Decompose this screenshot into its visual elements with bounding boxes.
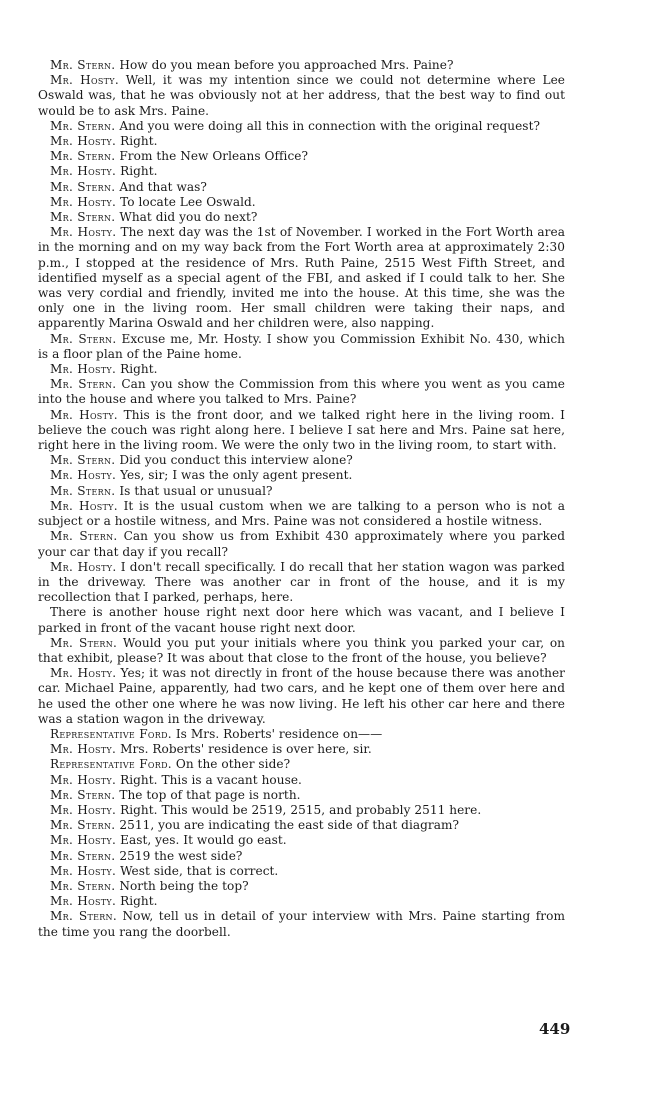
- transcript-paragraph: [38, 864, 565, 879]
- paragraph-text: East, yes. It would go east.: [120, 833, 287, 848]
- transcript-paragraph: [38, 879, 565, 894]
- speaker-name: Mr. Stern.: [50, 529, 118, 544]
- paragraph-text: Can you show the Commission from this where you went as you came into the house and where you talked to Mrs. Paine?: [38, 377, 565, 407]
- transcript-paragraph: [38, 180, 565, 195]
- speaker-name: Mr. Hosty.: [50, 666, 117, 681]
- speaker-name: Mr. Stern.: [50, 635, 118, 650]
- speaker-name: Mr. Hosty.: [50, 772, 117, 787]
- paragraph-text: Right.: [120, 164, 158, 179]
- transcript-paragraph: [38, 58, 565, 73]
- paragraph-text: The next day was the 1st of November. I worked in the Fort Worth area in the morning and on my way back from the Fort Worth area at approximately 2:30 p.m., I stopped at the residence of Mrs. Ruth Paine, 2515 West Fifth Street, and identified myself as a special agent of the FBI, and asked if I could talk to her. She was very cordial and friendly, invited me into the house. At this time, she was the only one in the living room. Her small children were taking their naps, and apparently Marina Oswald and her children were, also napping.: [38, 225, 565, 331]
- transcript-paragraph: [38, 849, 565, 864]
- speaker-name: Mr. Hosty.: [50, 802, 117, 817]
- transcript-paragraph: [38, 529, 565, 559]
- speaker-name: Mr. Hosty.: [50, 194, 117, 209]
- transcript-paragraph: [38, 195, 565, 210]
- transcript-paragraph: [38, 225, 565, 331]
- paragraph-text: Yes; it was not directly in front of the house because there was another car. Michael Paine, apparently, had two cars, and he kept one of them over here and he used the other one where he was now living. He left his other car here and there was a station wagon in the driveway.: [38, 666, 565, 726]
- paragraph-text: And you were doing all this in connection with the original request?: [119, 118, 541, 133]
- speaker-name: Mr. Stern.: [50, 118, 116, 133]
- paragraph-text: Well, it was my intention since we could not determine where Lee Oswald was, that he was obviously not at her address, that the best way to find out would be to ask Mrs. Paine.: [38, 73, 565, 118]
- transcript-paragraph: [38, 560, 565, 606]
- speaker-name: Mr. Hosty.: [50, 407, 118, 422]
- transcript-paragraph: [38, 788, 565, 803]
- transcript-paragraph: [38, 894, 565, 909]
- paragraph-text: There is another house right next door here which was vacant, and I believe I parked in front of the vacant house right next door.: [38, 605, 565, 635]
- speaker-name: Mr. Stern.: [50, 909, 118, 924]
- transcript-paragraph: [38, 453, 565, 468]
- transcript-paragraph: [38, 362, 565, 377]
- paragraph-text: Yes, sir; I was the only agent present.: [120, 468, 353, 483]
- paragraph-text: Mrs. Roberts' residence is over here, sir.: [120, 742, 372, 757]
- transcript-paragraph: [38, 210, 565, 225]
- paragraph-text: Right. This is a vacant house.: [120, 772, 302, 787]
- transcript-paragraph: [38, 773, 565, 788]
- paragraph-text: It is the usual custom when we are talking to a person who is not a subject or a hostile witness, and Mrs. Paine was not considered a hostile witness.: [38, 498, 565, 529]
- page-number: 449: [539, 1020, 571, 1038]
- speaker-name: Mr. Stern.: [50, 453, 116, 468]
- transcript-paragraph: [38, 119, 565, 134]
- speaker-name: Mr. Hosty.: [50, 559, 117, 574]
- transcript-paragraph: [38, 377, 565, 407]
- transcript-paragraph: [38, 499, 565, 529]
- paragraph-text: West side, that is correct.: [120, 863, 279, 878]
- speaker-name: Mr. Stern.: [50, 58, 116, 72]
- paragraph-text: What did you do next?: [119, 210, 258, 225]
- transcript-paragraph: [38, 818, 565, 833]
- paragraph-text: Right.: [120, 894, 158, 909]
- speaker-name: Representative Ford.: [50, 757, 172, 772]
- paragraph-text: Excuse me, Mr. Hosty. I show you Commission Exhibit No. 430, which is a floor plan of the Paine home.: [38, 331, 565, 361]
- paragraph-text: Is Mrs. Roberts' residence on——: [175, 726, 383, 741]
- speaker-name: Mr. Hosty.: [50, 225, 117, 240]
- transcript-paragraph: [38, 605, 565, 635]
- paragraph-text: Did you conduct this interview alone?: [119, 453, 353, 468]
- transcript-paragraph: [38, 833, 565, 848]
- speaker-name: Mr. Stern.: [50, 179, 116, 194]
- speaker-name: Representative Ford.: [50, 726, 172, 741]
- transcript-paragraph: [38, 636, 565, 666]
- speaker-name: Mr. Stern.: [50, 818, 116, 833]
- paragraph-text: Right. This would be 2519, 2515, and probably 2511 here.: [120, 802, 482, 817]
- paragraph-text: How do you mean before you approached Mrs. Paine?: [119, 58, 454, 72]
- transcript-paragraph: [38, 727, 565, 742]
- speaker-name: Mr. Hosty.: [50, 894, 117, 909]
- speaker-name: Mr. Stern.: [50, 848, 116, 863]
- paragraph-text: North being the top?: [119, 878, 249, 893]
- transcript-paragraph: [38, 73, 565, 119]
- transcript-paragraph: [38, 134, 565, 149]
- paragraph-text: This is the front door, and we talked right here in the living room. I believe the couch was right along here. I believe I sat here and Mrs. Paine sat here, right here in the living room. We were the only two in the living room, to start with.: [38, 407, 565, 453]
- speaker-name: Mr. Stern.: [50, 210, 116, 225]
- speaker-name: Mr. Hosty.: [50, 468, 117, 483]
- speaker-name: Mr. Hosty.: [50, 833, 117, 848]
- transcript-paragraph: [38, 468, 565, 483]
- transcript-paragraph: [38, 909, 565, 939]
- transcript-paragraph: [38, 666, 565, 727]
- paragraph-text: And that was?: [119, 179, 207, 194]
- paragraph-text: Would you put your initials where you think you parked your car, on that exhibit, please? It was about that close to the front of the house, you believe?: [38, 635, 565, 665]
- speaker-name: Mr. Hosty.: [50, 134, 117, 149]
- speaker-name: Mr. Stern.: [50, 878, 116, 893]
- paragraph-text: From the New Orleans Office?: [119, 149, 309, 164]
- speaker-name: Mr. Hosty.: [50, 164, 117, 179]
- transcript-paragraph: [38, 757, 565, 772]
- speaker-name: Mr. Hosty.: [50, 863, 117, 878]
- paragraph-text: To locate Lee Oswald.: [120, 194, 256, 209]
- paragraph-text: On the other side?: [175, 757, 291, 772]
- transcript-paragraph: [38, 164, 565, 179]
- paragraph-text: Right.: [120, 134, 158, 149]
- speaker-name: Mr. Stern.: [50, 149, 116, 164]
- transcript-paragraph: [38, 484, 565, 499]
- speaker-name: Mr. Stern.: [50, 331, 117, 346]
- speaker-name: Mr. Stern.: [50, 483, 116, 498]
- speaker-name: Mr. Stern.: [50, 377, 117, 392]
- transcript-paragraph: [38, 332, 565, 362]
- paragraph-text: 2511, you are indicating the east side of that diagram?: [119, 818, 460, 833]
- speaker-name: Mr. Stern.: [50, 787, 116, 802]
- paragraph-text: Right.: [120, 362, 158, 377]
- speaker-name: Mr. Hosty.: [50, 362, 117, 377]
- paragraph-text: Now, tell us in detail of your interview with Mrs. Paine starting from the time you rang the doorbell.: [38, 909, 565, 939]
- paragraph-text: The top of that page is north.: [119, 787, 301, 802]
- transcript-paragraph: [38, 803, 565, 818]
- transcript-paragraph: [38, 149, 565, 164]
- transcript-paragraph: [38, 408, 565, 454]
- paragraph-text: 2519 the west side?: [119, 848, 243, 863]
- paragraph-text: I don't recall specifically. I do recall that her station wagon was parked in the driveway. There was another car in front of the house, and it is my recollection that I parked, perhaps, here.: [38, 559, 565, 605]
- paragraph-text: Is that usual or unusual?: [119, 483, 273, 498]
- speaker-name: Mr. Hosty.: [50, 73, 119, 88]
- speaker-name: Mr. Hosty.: [50, 498, 118, 513]
- transcript-paragraph: [38, 742, 565, 757]
- speaker-name: Mr. Hosty.: [50, 742, 117, 757]
- paragraph-text: Can you show us from Exhibit 430 approximately where you parked your car that day if you recall?: [38, 529, 566, 559]
- transcript-page: [38, 58, 565, 940]
